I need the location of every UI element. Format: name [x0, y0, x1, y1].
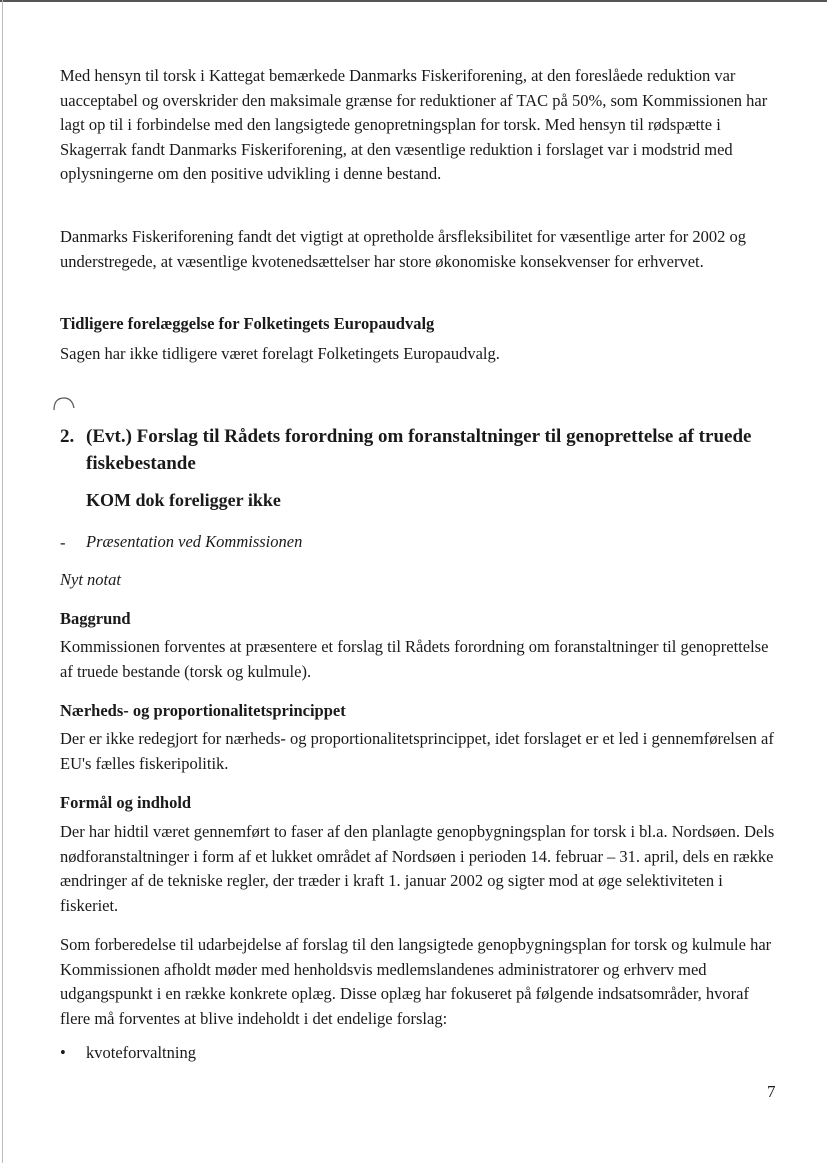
scan-left-edge — [2, 0, 3, 1163]
heading-tidligere-forelaeggelse: Tidligere forelæggelse for Folketingets Europaudvalg — [60, 314, 435, 333]
heading-formaal-indhold: Formål og indhold — [60, 793, 192, 812]
heading-baggrund: Baggrund — [60, 609, 131, 628]
dash-marker: - — [60, 533, 66, 552]
bullet-item-kvoteforvaltning: kvoteforvaltning — [86, 1043, 196, 1062]
punch-hole-mark — [48, 394, 78, 414]
paragraph-naerhedsprincip: Der er ikke redegjort for nærheds- og proportionalitetsprincippet, idet forslaget er et led i gennemførelsen af EU's fælles fiskeripolitik. — [60, 729, 774, 773]
paragraph-kattegat: Med hensyn til torsk i Kattegat bemærkede Danmarks Fiskeriforening, at den foreslåede reduktion var uacceptabel og overskrider den maksimale grænse for reduktioner af TAC på 50%, som Kommissionen har lagt op til i forbindelse med den langsigtede genopretningsplan for torsk. Med hensyn til rødspætte i Skagerrak fandt Danmarks Fiskeriforening, at den væsentlige reduktion i forslaget var i modstrid med oplysningerne om den positive udvikling i denne bestand. — [60, 66, 768, 183]
presentation-line: Præsentation ved Kommissionen — [86, 532, 303, 551]
bullet-marker: • — [60, 1043, 66, 1062]
paragraph-forberedelse: Som forberedelse til udarbejdelse af forslag til den langsigtede genopbygningsplan for torsk og kulmule har Kommissionen afholdt møder med henholdsvis medlemslandenes administratorer og erhverv med udgangspunkt i en række konkrete oplæg. Disse oplæg har fokuseret på følgende indsatsområder, hvoraf flere må forventes at blive indeholdt i det endelige forslag: — [60, 935, 772, 1028]
section-title: (Evt.) Forslag til Rådets forordning om foranstaltninger til genoprettelse af truede fiskebestande — [86, 426, 752, 474]
scan-top-border — [0, 0, 827, 2]
page-number: 7 — [767, 1082, 776, 1101]
heading-naerhedsprincip: Nærheds- og proportionalitetsprincippet — [60, 701, 346, 720]
paragraph-baggrund: Kommissionen forventes at præsentere et forslag til Rådets forordning om foranstaltninger til genoprettelse af truede bestande (torsk og kulmule). — [60, 637, 769, 681]
paragraph-ikke-forelagt: Sagen har ikke tidligere været forelagt Folketingets Europaudvalg. — [60, 344, 500, 363]
section-number: 2. — [60, 426, 75, 447]
paragraph-faser: Der har hidtil været gennemført to faser af den planlagte genopbygningsplan for torsk i bl.a. Nordsøen. Dels nødforanstaltninger i form af et lukket området af Nordsøen i perioden 14. februar – 31. april, dels en række ændringer af de tekniske regler, der træder i kraft 1. januar 2002 og sigter mod at øge selektiviteten i fiskeriet. — [60, 822, 775, 915]
paragraph-arsfleksibilitet: Danmarks Fiskeriforening fandt det vigtigt at opretholde årsfleksibilitet for væsentlige arter for 2002 og understregede, at væsentlige kvotenedsættelser har store økonomiske konsekvenser for erhvervet. — [60, 227, 746, 271]
kom-dok-status: KOM dok foreligger ikke — [86, 490, 281, 510]
nyt-notat-label: Nyt notat — [60, 570, 121, 589]
